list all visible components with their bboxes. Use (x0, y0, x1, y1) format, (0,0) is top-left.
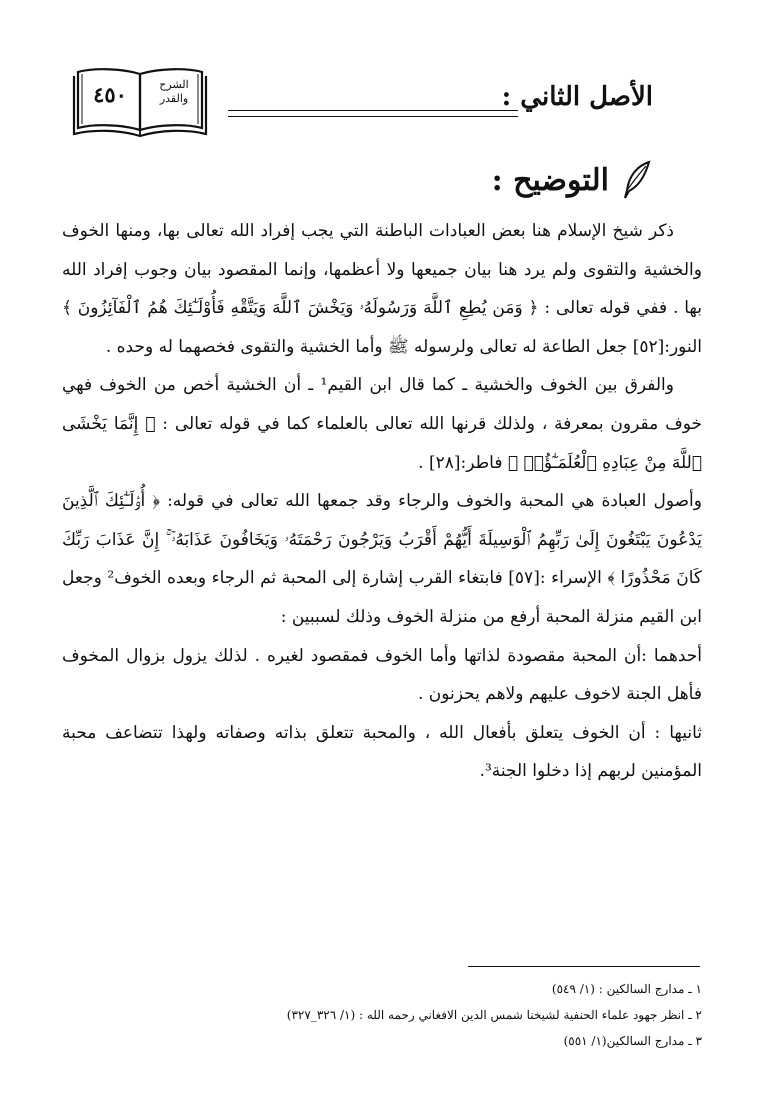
book-label-line1: الشرح (159, 78, 189, 91)
quill-icon (619, 160, 653, 200)
book-emblem (70, 66, 210, 138)
header-rule (228, 116, 518, 117)
paragraph: وأصول العبادة هي المحبة والخوف والرجاء وقد جمعها الله تعالى في قوله: ﴿ أُو۟لَـٰٓئِكَ ٱلَّذِينَ يَدْعُونَ يَبْتَغُونَ إِلَىٰ رَبِّهِمُ ٱلْوَسِيلَةَ أَيُّهُمْ أَقْرَبُ وَيَرْجُونَ رَحْمَتَهُۥ وَيَخَافُونَ عَذَابَهُۥٓ ۚ إِنَّ عَذَابَ رَبِّكَ كَانَ مَحْذُورًا ﴾ الإسراء :[٥٧] فابتغاء القرب إشارة إلى المحبة ثم الرجاء وبعده الخوف² وجعل ابن القيم منزلة المحبة أرفع من منزلة الخوف وذلك لسببين : (62, 491, 703, 627)
footnote-rule (468, 966, 700, 967)
footnote: ٣ ـ مدارج السالكين(١/ ٥٥١) (563, 1034, 702, 1048)
section-heading-text: التوضيح : (491, 162, 609, 198)
footnotes (62, 976, 702, 1054)
book-label (150, 78, 198, 106)
section-heading (492, 160, 653, 200)
paragraph: والفرق بين الخوف والخشية ـ كما قال ابن القيم¹ ـ أن الخشية أخص من الخوف فهي خوف مقرون بمعرفة ، ولذلك قرنها الله تعالى بالعلماء كما في قوله تعالى : ﴿ إِنَّمَا يَخْشَى ٱللَّهَ مِنْ عِبَادِهِ ٱلْعُلَمَـٰٓؤُا۟ ﴾ فاطر:[٢٨] . (62, 375, 702, 473)
page-number: ٤٥٠ (93, 82, 127, 107)
header-rule (228, 110, 518, 111)
footnote: ١ ـ مدارج السالكين : (١/ ٥٤٩) (551, 982, 702, 996)
footnote: ٢ ـ انظر جهود علماء الحنفية لشيخنا شمس الدين الافغاني رحمه الله : (١/ ٣٢٦_٣٢٧) (286, 1008, 702, 1022)
chapter-title: الأصل الثاني : (501, 82, 653, 112)
paragraph: أحدهما :أن المحبة مقصودة لذاتها وأما الخوف فمقصود لغيره . لذلك يزول بزوال المخوف فأهل الجنة لاخوف عليهم ولاهم يحزنون . (62, 645, 702, 705)
paragraph: ذكر شيخ الإسلام هنا بعض العبادات الباطنة التي يجب إفراد الله تعالى بها، ومنها الخوف والخشية والتقوى ولم يرد هنا بيان جميعها ولا أعظمها، وإنما المقصود بيان وجوب إفراد الله بها . ففي قوله تعالى : ﴿ وَمَن يُطِعِ ٱللَّهَ وَرَسُولَهُۥ وَيَخْشَ ٱللَّهَ وَيَتَّقْهِ فَأُوْلَـٰٓئِكَ هُمُ ٱلْفَآئِزُونَ ﴾ النور:[٥٢] جعل الطاعة له تعالى ولرسوله ﷺ وأما الخشية والتقوى فخصهما له وحده . (62, 221, 702, 357)
paragraph: ثانيها : أن الخوف يتعلق بأفعال الله ، والمحبة تتعلق بذاته وصفاته ولهذا تتضاعف محبة المؤمنين لربهم إذا دخلوا الجنة³. (62, 722, 702, 782)
book-label-line2: والقدر (159, 92, 189, 105)
body-text (62, 212, 702, 791)
